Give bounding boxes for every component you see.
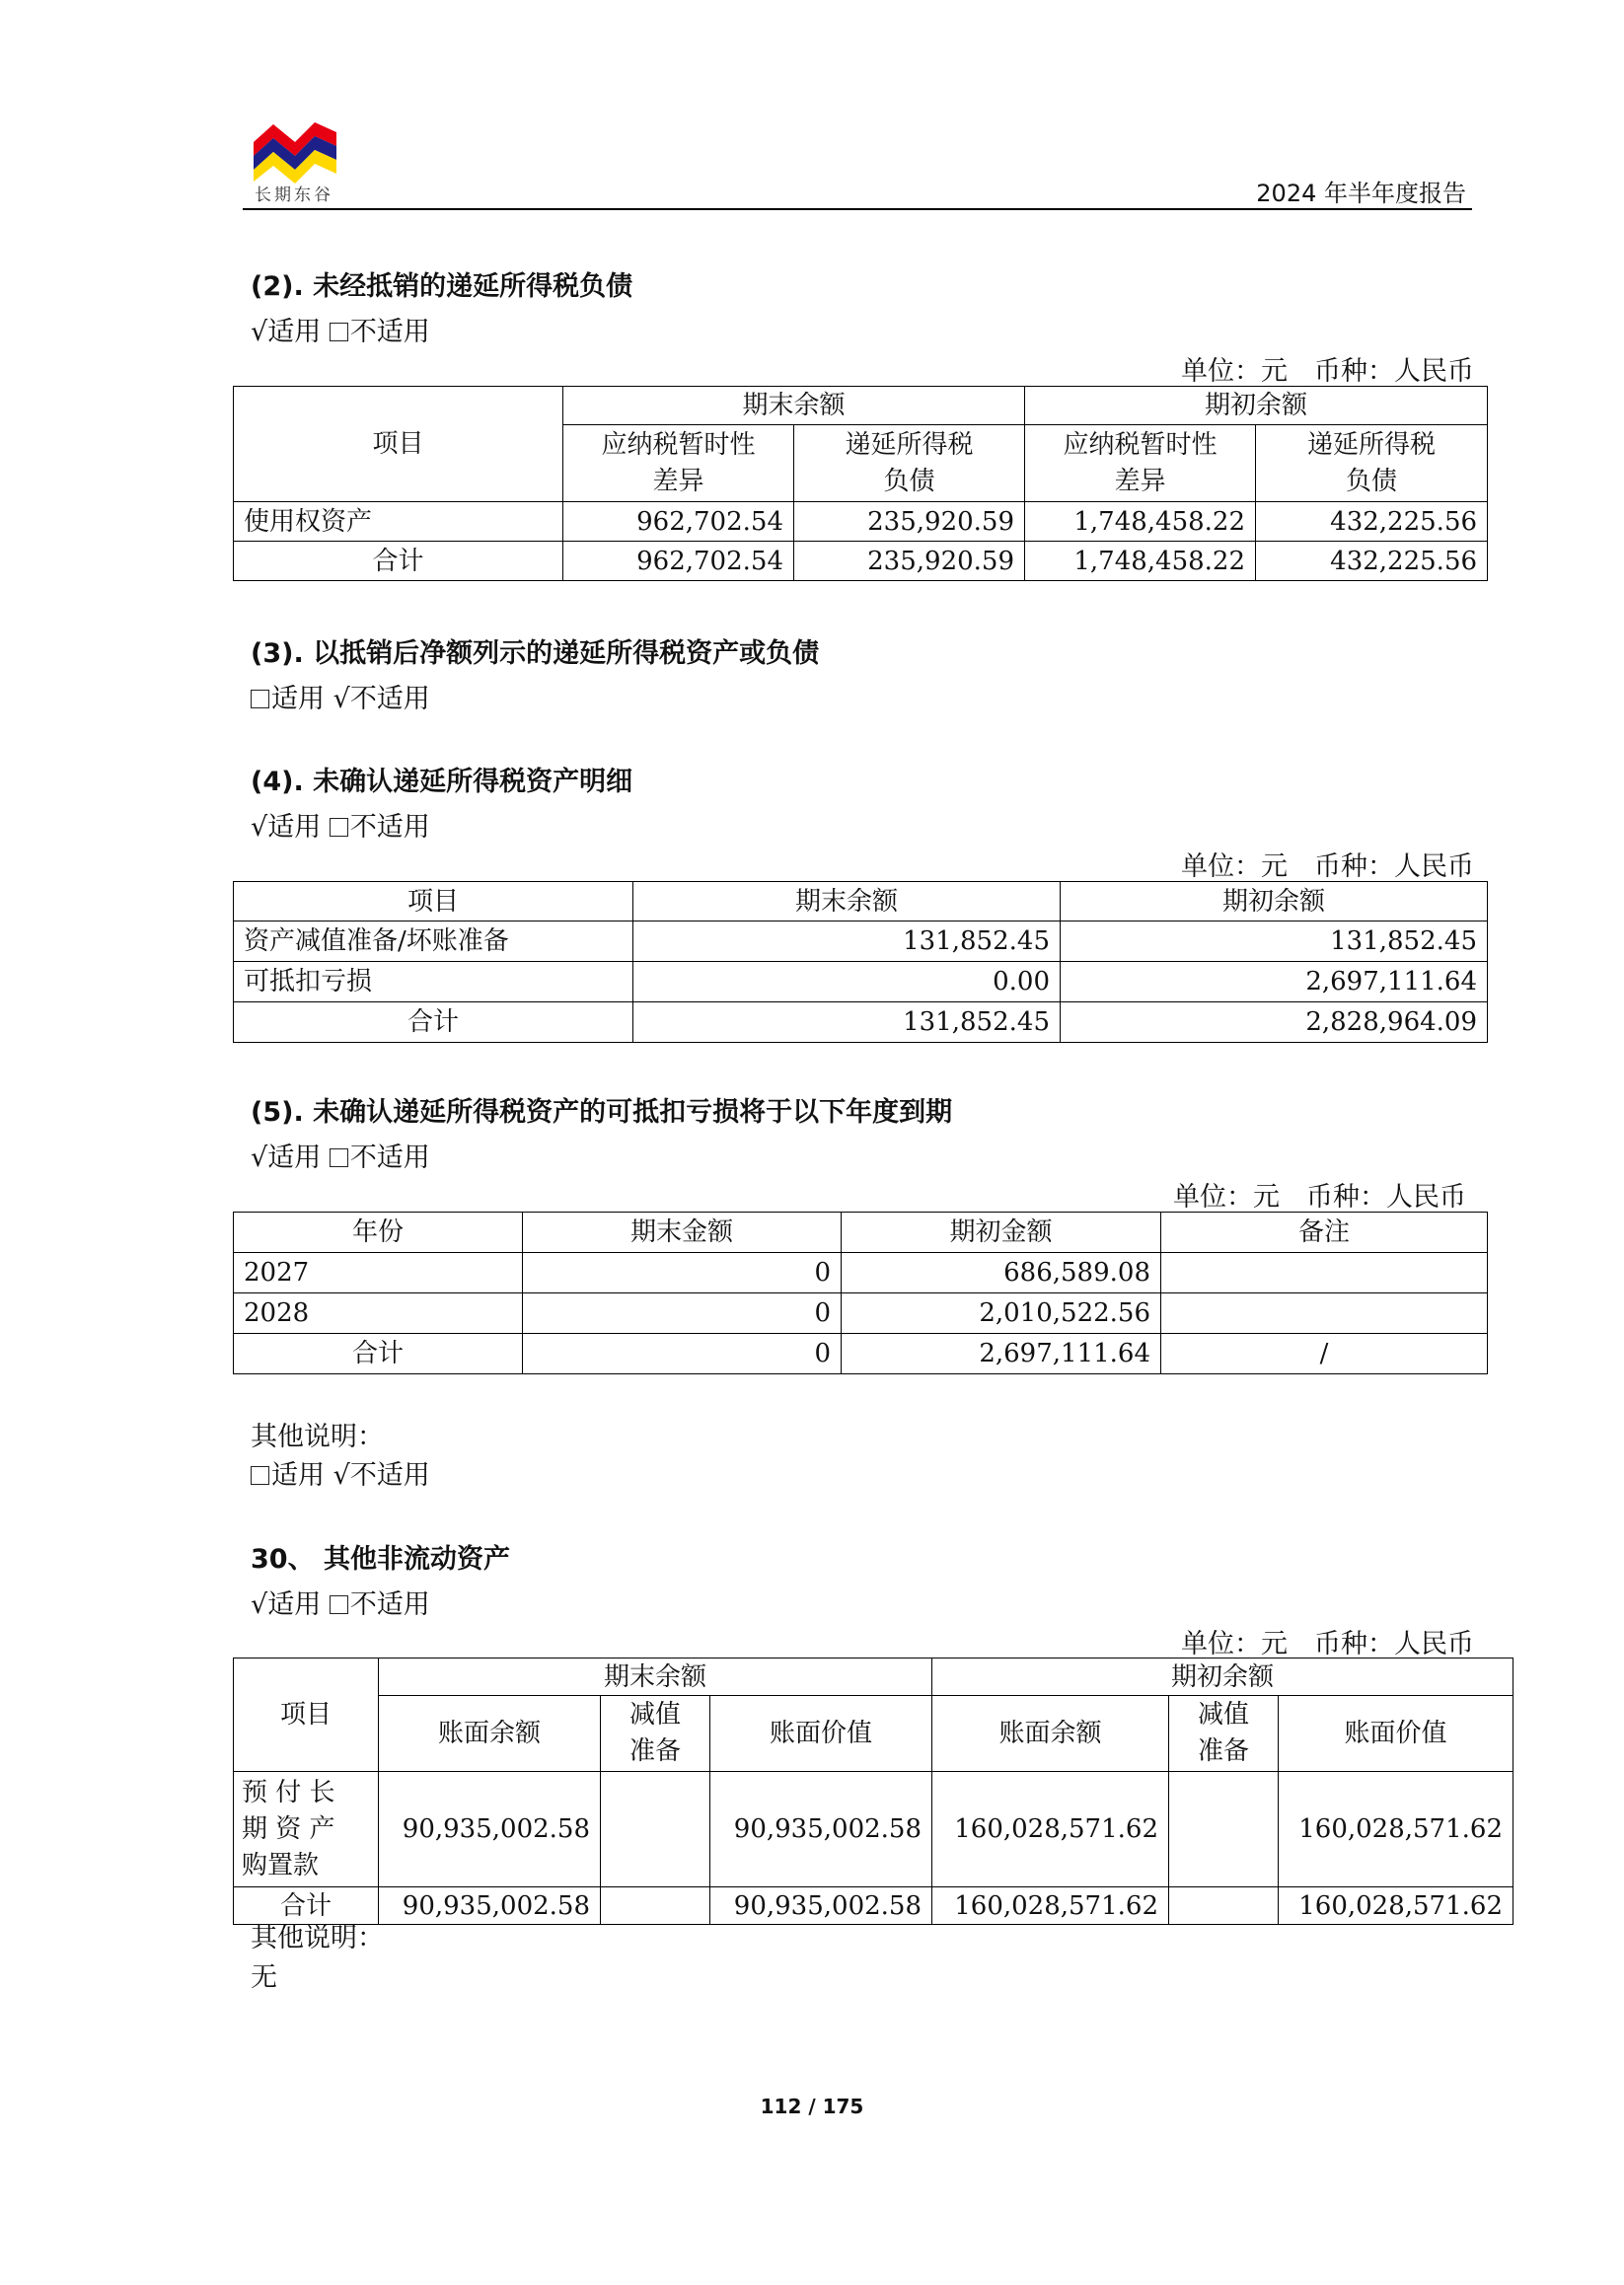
header-dtl: 递延所得税 负债 (794, 425, 1025, 502)
cell: 合计 (234, 1002, 633, 1043)
header-item: 项目 (234, 882, 633, 921)
table-row-total (234, 1002, 1488, 1043)
section-2-applicability (251, 310, 430, 348)
table-row-total (234, 542, 1488, 581)
header-temp-diff: 应纳税暂时性 差异 (563, 425, 794, 502)
cell: 0 (523, 1253, 842, 1293)
checkbox-icon (251, 1466, 269, 1485)
other-notes-label: 其他说明： (251, 1422, 384, 1452)
checked-mark: √ (251, 317, 268, 347)
section-5-applicability (251, 1136, 430, 1174)
checkbox-icon (330, 818, 348, 837)
table-loss-expiry (233, 1212, 1488, 1374)
header-book-value: 账面价值 (1279, 1696, 1513, 1772)
table-row-total (234, 1887, 1513, 1925)
cell: 90,935,002.58 (379, 1887, 601, 1925)
not-applicable-label: 不适用 (349, 1460, 430, 1491)
cell: 合计 (234, 542, 563, 581)
cell: 962,702.54 (563, 502, 794, 542)
cell: 160,028,571.62 (932, 1887, 1169, 1925)
cell: 131,852.45 (1061, 921, 1488, 962)
other-notes-value: 无 (251, 1962, 277, 1993)
checked-mark: √ (251, 1142, 268, 1173)
header-book-value: 账面价值 (710, 1696, 932, 1772)
cell: 可抵扣亏损 (234, 962, 633, 1002)
applicable-label: 适用 (267, 812, 322, 843)
cell: 2,828,964.09 (1061, 1002, 1488, 1043)
section-30-applicability (251, 1583, 430, 1621)
header-end-balance: 期末余额 (633, 882, 1061, 921)
section-5-heading: (5). 未确认递延所得税资产的可抵扣亏损将于以下年度到期 (251, 1097, 953, 1128)
table-unrecognized-dta (233, 881, 1488, 1043)
cell: 0.00 (633, 962, 1061, 1002)
cell: 686,589.08 (842, 1253, 1161, 1293)
header-end-balance: 期末余额 (379, 1658, 932, 1696)
cell: 90,935,002.58 (710, 1887, 932, 1925)
checked-mark: √ (251, 1589, 268, 1620)
cell: 235,920.59 (794, 502, 1025, 542)
header-begin-balance: 期初余额 (1061, 882, 1488, 921)
cell (1161, 1293, 1488, 1334)
table-deferred-tax-liabilities (233, 386, 1488, 581)
header-impairment: 减值 准备 (601, 1696, 710, 1772)
cell: 2,697,111.64 (842, 1334, 1161, 1374)
table-row (234, 502, 1488, 542)
section-30-heading: 30、 其他非流动资产 (251, 1544, 510, 1575)
header-end-amount: 期末金额 (523, 1213, 842, 1253)
cell: 资产减值准备/坏账准备 (234, 921, 633, 962)
cell (601, 1887, 710, 1925)
cell: 160,028,571.62 (1279, 1772, 1513, 1887)
header-begin-balance: 期初余额 (932, 1658, 1513, 1696)
section-3-heading: (3). 以抵销后净额列示的递延所得税资产或负债 (251, 638, 820, 669)
cell: 1,748,458.22 (1025, 502, 1256, 542)
header-item: 项目 (234, 387, 563, 502)
cell (1169, 1887, 1279, 1925)
checkbox-icon (330, 1148, 348, 1167)
not-applicable-label: 不适用 (349, 1142, 430, 1173)
cell (1169, 1772, 1279, 1887)
header-year: 年份 (234, 1213, 523, 1253)
report-title: 2024 年半年度报告 (1256, 180, 1466, 207)
logo-text: 长期东谷 (255, 185, 333, 205)
unit-label: 单位：元 币种：人民币 (1181, 356, 1474, 387)
applicable-label: 适用 (271, 1460, 325, 1491)
cell: 1,748,458.22 (1025, 542, 1256, 581)
table-row (234, 1253, 1488, 1293)
header-impairment: 减值 准备 (1169, 1696, 1279, 1772)
cell (1161, 1253, 1488, 1293)
section-4-applicability (251, 805, 430, 844)
checked-mark: √ (251, 812, 268, 843)
unit-label: 单位：元 币种：人民币 (1181, 851, 1474, 882)
not-applicable-label: 不适用 (349, 1589, 430, 1620)
not-applicable-label: 不适用 (349, 317, 430, 347)
cell: 0 (523, 1334, 842, 1374)
header-end-balance: 期末余额 (563, 387, 1025, 425)
cell: 235,920.59 (794, 542, 1025, 581)
applicable-label: 适用 (271, 684, 325, 714)
table-row (234, 921, 1488, 962)
table-other-noncurrent-assets (233, 1658, 1513, 1925)
header-temp-diff: 应纳税暂时性 差异 (1025, 425, 1256, 502)
header-begin-amount: 期初金额 (842, 1213, 1161, 1253)
header-begin-balance: 期初余额 (1025, 387, 1488, 425)
section-3-applicability (251, 677, 430, 715)
applicable-label: 适用 (267, 1142, 322, 1173)
header-remark: 备注 (1161, 1213, 1488, 1253)
cell: 合计 (234, 1887, 379, 1925)
cell: 160,028,571.62 (932, 1772, 1169, 1887)
header-divider (243, 208, 1472, 210)
cell: / (1161, 1334, 1488, 1374)
other-notes-label: 其他说明： (251, 1923, 384, 1953)
section-4-heading: (4). 未确认递延所得税资产明细 (251, 767, 633, 797)
cell: 131,852.45 (633, 1002, 1061, 1043)
cell (601, 1772, 710, 1887)
page-number: 112 / 175 (760, 2095, 864, 2118)
header-dtl: 递延所得税 负债 (1256, 425, 1488, 502)
cell: 432,225.56 (1256, 542, 1488, 581)
header-item: 项目 (234, 1658, 379, 1772)
cell: 2,697,111.64 (1061, 962, 1488, 1002)
applicable-label: 适用 (267, 317, 322, 347)
not-applicable-label: 不适用 (349, 684, 430, 714)
cell: 160,028,571.62 (1279, 1887, 1513, 1925)
cell: 131,852.45 (633, 921, 1061, 962)
unit-label: 单位：元 币种：人民币 (1173, 1182, 1466, 1213)
checkbox-icon (330, 323, 348, 341)
not-applicable-label: 不适用 (349, 812, 430, 843)
table-row (234, 1772, 1513, 1887)
header-book-balance: 账面余额 (379, 1696, 601, 1772)
other-notes-applicability (251, 1453, 430, 1492)
cell: 2027 (234, 1253, 523, 1293)
header-book-balance: 账面余额 (932, 1696, 1169, 1772)
table-row (234, 1293, 1488, 1334)
cell: 2,010,522.56 (842, 1293, 1161, 1334)
table-row (234, 962, 1488, 1002)
unit-label: 单位：元 币种：人民币 (1181, 1629, 1474, 1659)
table-row-total (234, 1334, 1488, 1374)
section-2-heading: (2). 未经抵销的递延所得税负债 (251, 271, 633, 302)
applicable-label: 适用 (267, 1589, 322, 1620)
checked-mark: √ (332, 684, 350, 714)
cell: 使用权资产 (234, 502, 563, 542)
cell: 962,702.54 (563, 542, 794, 581)
cell: 432,225.56 (1256, 502, 1488, 542)
checkbox-icon (330, 1595, 348, 1614)
row-label: 预 付 长 期 资 产 购置款 (234, 1772, 379, 1887)
cell: 合计 (234, 1334, 523, 1374)
cell: 90,935,002.58 (379, 1772, 601, 1887)
cell: 90,935,002.58 (710, 1772, 932, 1887)
cell: 2028 (234, 1293, 523, 1334)
checked-mark: √ (332, 1460, 350, 1491)
checkbox-icon (251, 690, 269, 708)
cell: 0 (523, 1293, 842, 1334)
